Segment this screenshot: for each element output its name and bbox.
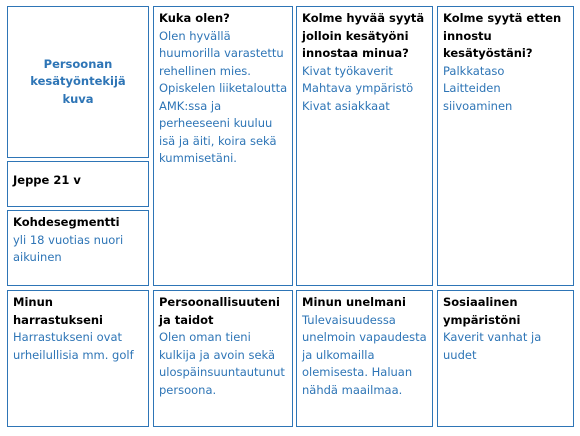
segment-box [7,210,149,286]
reasons-inspire-box [296,6,433,286]
social-title: Sosiaalinen ympäristöni [443,295,521,327]
reasons-not-inspire-title: Kolme syytä etten innostu kesätyöstäni? [443,11,562,60]
dreams-body: Tulevaisuudessa unelmoin vapaudesta ja ulkomailla olemisesta. Haluan nähdä maailmaa. [302,312,427,397]
segment-title: Kohdesegmentti [13,215,120,229]
reasons-inspire-item: Mahtava ympäristö [302,81,414,95]
social-box [437,290,574,427]
persona-title: Persoonan kesätyöntekijä kuva [30,56,126,106]
reasons-not-inspire-box [437,6,574,286]
personality-body: Olen oman tieni kulkija ja avoin sekä ulospäinsuuntautunut persoona. [159,330,285,397]
who-am-i-body: Olen hyvällä huumorilla varastettu rehellinen mies. Opiskelen liiketaloutta AMK:ssa ja perheeseeni kuuluu isä ja äiti, koira sekä kummisetäni. [159,28,288,165]
dreams-title: Minun unelmani [302,295,406,309]
dreams-box [296,290,433,427]
hobbies-box [7,290,149,427]
reasons-not-inspire-item: Palkkataso [443,63,505,78]
reasons-inspire-title: Kolme hyvää syytä jolloin kesätyöni innostaa minua? [302,11,425,60]
persona-title-box [7,6,149,158]
social-body: Kaverit vanhat ja uudet [443,330,542,362]
personality-box [153,290,293,427]
reasons-inspire-item: Kivat asiakkaat [302,98,390,113]
name-age-box [7,161,149,207]
reasons-inspire-item: Kivat työkaverit [302,63,393,78]
reasons-not-inspire-item: Laitteiden siivoaminen [443,81,513,113]
hobbies-title: Minun harrastukseni [13,295,104,327]
hobbies-body: Harrastukseni ovat urheilullisia mm. golf [13,330,134,362]
segment-body: yli 18 vuotias nuori aikuinen [13,232,124,264]
personality-title: Persoonallisuuteni ja taidot [159,295,280,327]
name-age-label: Jeppe 21 v [13,173,81,187]
who-am-i-box [153,6,293,286]
who-am-i-title: Kuka olen? [159,11,230,25]
